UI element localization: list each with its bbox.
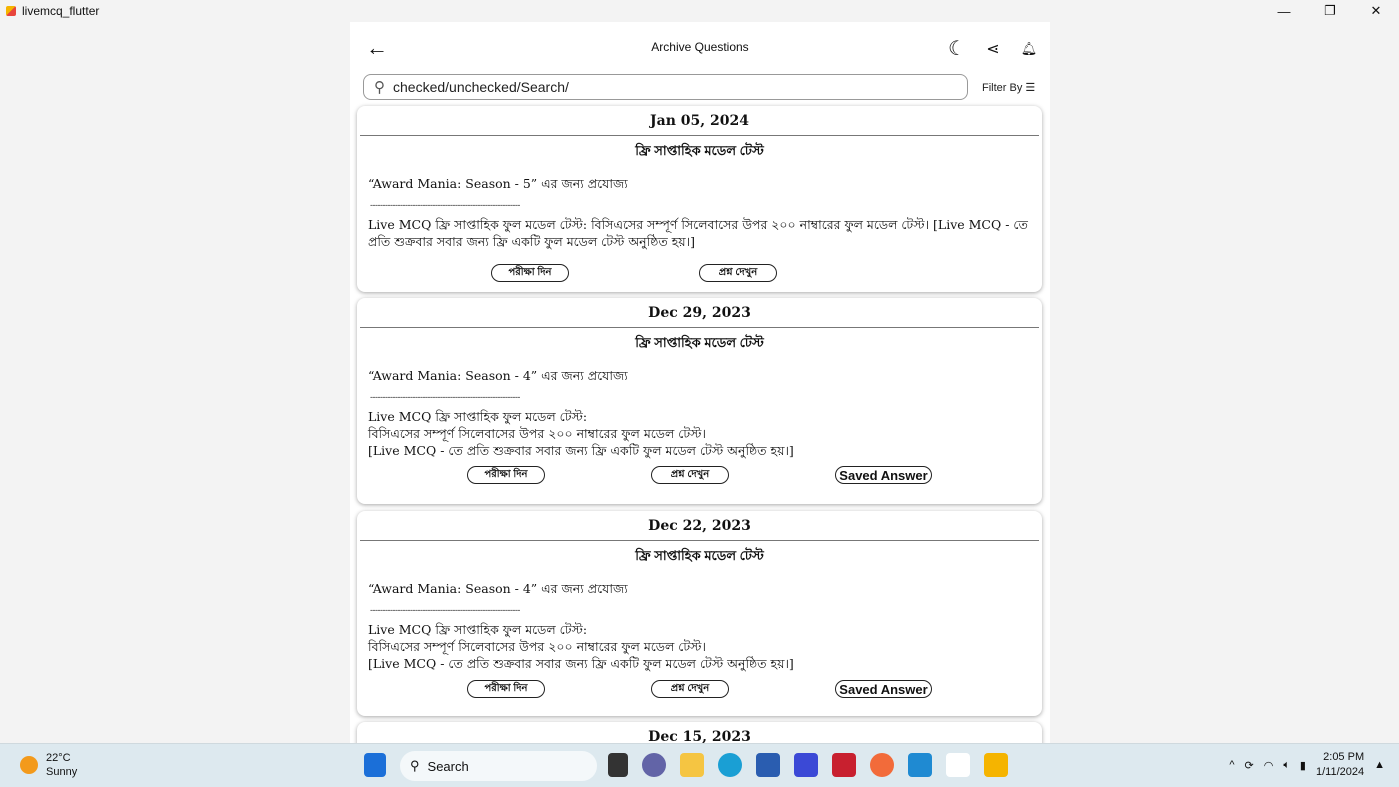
file-explorer-icon[interactable]	[680, 753, 704, 777]
search-icon: ⚲	[410, 758, 420, 773]
livemcq-app-icon[interactable]	[984, 753, 1008, 777]
desc-line: Live MCQ ফ্রি সাপ্তাহিক ফুল মডেল টেস্ট:	[368, 409, 588, 424]
card-date: Jan 05, 2024	[360, 106, 1039, 136]
teams-icon[interactable]	[642, 753, 666, 777]
card-description	[368, 408, 1032, 459]
time: 2:05 PM	[1323, 751, 1365, 763]
edge-icon[interactable]	[718, 753, 742, 777]
window-title: livemcq_flutter	[22, 4, 100, 18]
clock[interactable]	[1316, 750, 1364, 780]
taskbar-search[interactable]	[400, 751, 597, 781]
share-icon[interactable]: ⋖	[986, 40, 1000, 58]
saved-answer-button[interactable]: Saved Answer	[835, 466, 932, 484]
bell-icon[interactable]: 🔔︎	[1020, 40, 1038, 56]
sun-icon	[20, 756, 38, 774]
wifi-icon[interactable]: ◠	[1263, 759, 1274, 772]
chevron-up-icon[interactable]: ^	[1229, 759, 1235, 771]
app-window	[350, 22, 1050, 743]
close-button[interactable]: ✕	[1370, 3, 1382, 18]
filter-label: Filter By	[982, 81, 1023, 94]
filter-icon: ☰	[1022, 81, 1036, 94]
desc-line: [Live MCQ - তে প্রতি শুক্রবার সবার জন্য ফ্রি একটি ফুল মডেল টেস্ট অনুষ্ঠিত হয়।]	[368, 443, 794, 458]
filter-by-button[interactable]	[982, 81, 1035, 94]
search-icon: ⚲	[374, 79, 385, 96]
card-description	[368, 621, 1032, 672]
divider: ------------------------------------------------------------	[370, 200, 520, 210]
page-title: Archive Questions	[651, 40, 749, 54]
divider: ------------------------------------------------------------	[370, 605, 520, 615]
archive-card	[357, 298, 1042, 504]
search-value: checked/unchecked/Search/	[393, 79, 569, 95]
search-input[interactable]	[363, 74, 968, 100]
view-questions-button[interactable]: প্রশ্ন দেখুন	[651, 466, 729, 484]
back-arrow-icon[interactable]: ←	[366, 35, 388, 60]
card-description: Live MCQ ফ্রি সাপ্তাহিক ফুল মডেল টেস্ট: বিসিএসের সম্পূর্ণ সিলেবাসের উপর ২০০ নাম্বারের ফুল মডেল টেস্ট। [Live MCQ - তে প্রতি শুক্রবার সবার জন্য ফ্রি একটি ফুল মডেল টেস্ট অনুষ্ঠিত হয়।]	[368, 217, 1028, 249]
taskbar	[0, 743, 1399, 787]
card-title: ফ্রি সাপ্তাহিক মডেল টেস্ট	[635, 143, 764, 158]
dark-mode-moon-icon[interactable]: ☾	[948, 38, 966, 60]
battery-icon[interactable]: ▮	[1299, 759, 1306, 772]
window-titlebar	[0, 0, 1399, 22]
saved-answer-button[interactable]: Saved Answer	[835, 680, 932, 698]
view-questions-button[interactable]: প্রশ্ন দেখুন	[651, 680, 729, 698]
card-award: “Award Mania: Season - 5” এর জন্য প্রযোজ্য	[368, 176, 628, 191]
desc-line: Live MCQ ফ্রি সাপ্তাহিক ফুল মডেল টেস্ট:	[368, 622, 588, 637]
taskbar-search-label: Search	[427, 758, 469, 774]
word-icon[interactable]	[946, 753, 970, 777]
start-windows-icon[interactable]	[364, 753, 386, 777]
view-questions-button[interactable]: প্রশ্ন দেখুন	[699, 264, 777, 282]
card-award: “Award Mania: Season - 4” এর জন্য প্রযোজ্য	[368, 581, 628, 596]
weather-condition: Sunny	[46, 766, 78, 778]
divider: ------------------------------------------------------------	[370, 392, 520, 402]
postman-icon[interactable]	[870, 753, 894, 777]
take-exam-button[interactable]: পরীক্ষা দিন	[467, 466, 545, 484]
system-tray	[1229, 750, 1385, 780]
minimize-button[interactable]: —	[1277, 3, 1291, 19]
take-exam-button[interactable]: পরীক্ষা দিন	[491, 264, 569, 282]
weather-widget[interactable]	[20, 751, 77, 779]
editor-icon[interactable]	[794, 753, 818, 777]
desc-line: বিসিএসের সম্পূর্ণ সিলেবাসের উপর ২০০ নাম্বারের ফুল মডেল টেস্ট।	[368, 426, 706, 441]
card-date: Dec 15, 2023	[360, 722, 1039, 743]
archive-card	[357, 106, 1042, 292]
vscode-icon[interactable]	[908, 753, 932, 777]
volume-icon[interactable]: 🔈︎	[1283, 758, 1290, 771]
temperature: 22°C	[46, 752, 71, 764]
take-exam-button[interactable]: পরীক্ষা দিন	[467, 680, 545, 698]
card-date: Dec 29, 2023	[360, 298, 1039, 328]
date: 1/11/2024	[1315, 766, 1365, 778]
task-view-icon[interactable]	[608, 753, 628, 777]
card-date: Dec 22, 2023	[360, 511, 1039, 541]
card-title: ফ্রি সাপ্তাহিক মডেল টেস্ট	[635, 548, 764, 563]
archive-card	[357, 511, 1042, 716]
card-award: “Award Mania: Season - 4” এর জন্য প্রযোজ্য	[368, 368, 628, 383]
app-bar	[350, 22, 1050, 72]
notification-bell-icon[interactable]: ▲	[1374, 759, 1385, 771]
desc-line: বিসিএসের সম্পূর্ণ সিলেবাসের উপর ২০০ নাম্বারের ফুল মডেল টেস্ট।	[368, 639, 706, 654]
store-icon[interactable]	[756, 753, 780, 777]
app-icon	[6, 6, 16, 16]
archive-card	[357, 722, 1042, 743]
mcafee-icon[interactable]	[832, 753, 856, 777]
card-title: ফ্রি সাপ্তাহিক মডেল টেস্ট	[635, 335, 764, 350]
sync-icon[interactable]: ⟳	[1244, 759, 1254, 772]
desc-line: [Live MCQ - তে প্রতি শুক্রবার সবার জন্য ফ্রি একটি ফুল মডেল টেস্ট অনুষ্ঠিত হয়।]	[368, 656, 794, 671]
maximize-button[interactable]: ❐	[1324, 3, 1336, 18]
